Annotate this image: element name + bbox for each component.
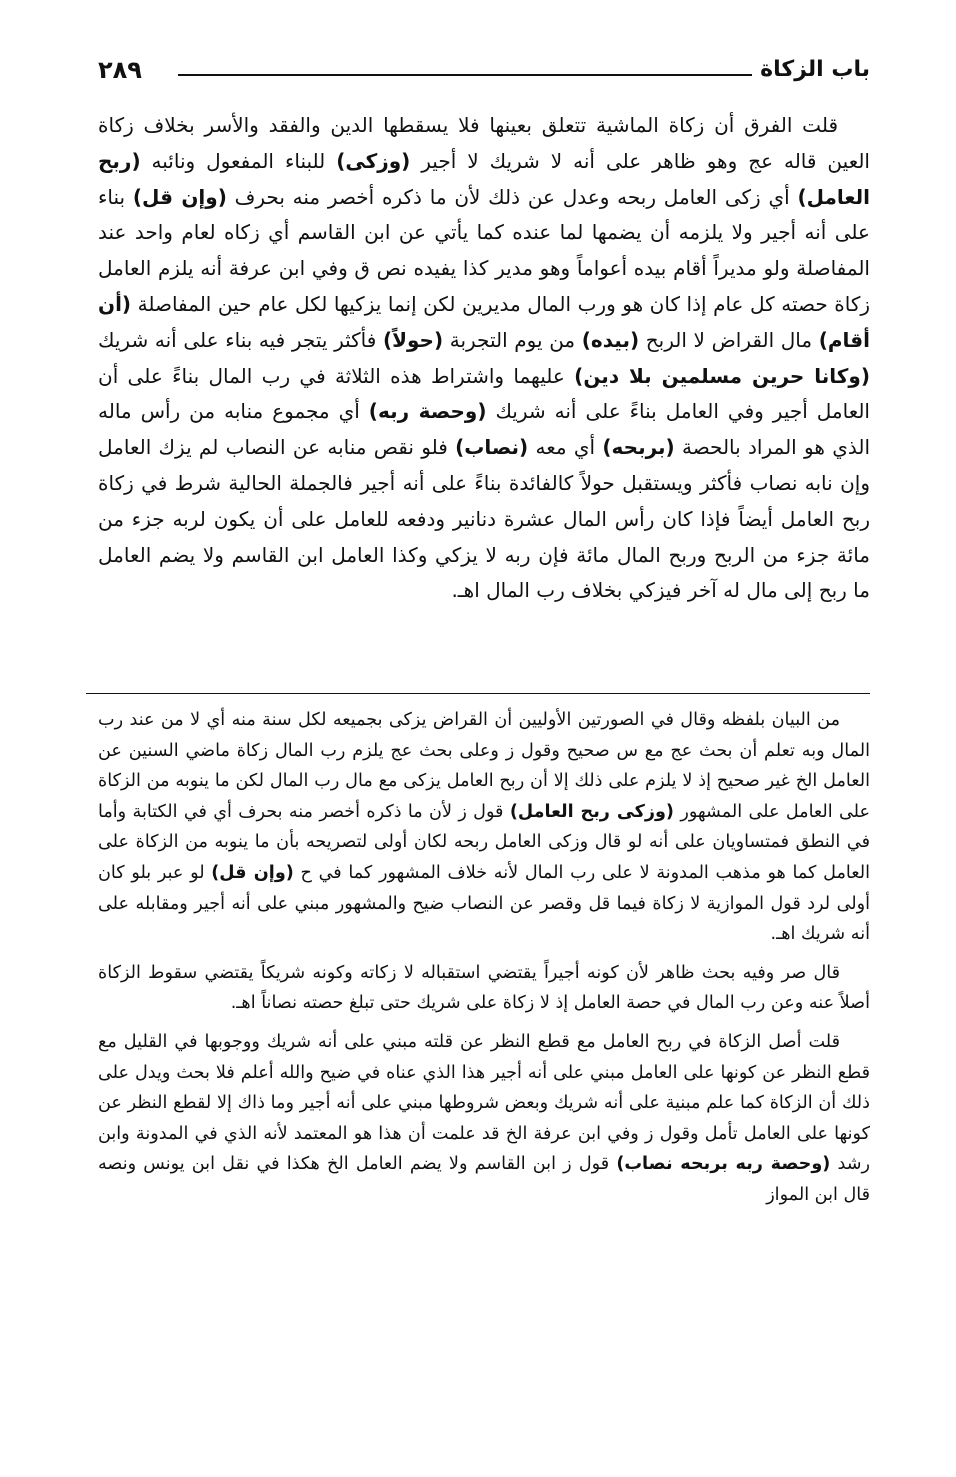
text-run: قلت أصل الزكاة في ربح العامل مع قطع النظر عن قلته مبني على أنه شريك ووجوبها في القليل مع قطع النظر عن كونها على العامل مبني على أنه أجير هذا الذي عناه في ضيح والله أعلم فلا بحث ويدل على ذلك أن الزكاة كما علم مبنية على أنه شريك وبعض شروطها مبني على أنه أجير وما ذاك إلا لقطع النظر عن كونها على العامل تأمل وقول ز وفي ابن عرفة الخ قد علمت أن هذا هو المعتمد لأنه الذي في المدونة وابن رشد xyxy=(98,1031,870,1175)
bold-term: (وإن قل) xyxy=(132,184,227,209)
text-run: للبناء المفعول ونائبه xyxy=(140,148,337,173)
bold-term: (أن أقام) xyxy=(98,291,870,352)
main-text xyxy=(98,108,870,609)
text-run: عليهما واشتراط هذه الثلاثة في رب المال بناءً على أن العامل أجير وفي العامل بناءً على أنه شريك xyxy=(98,363,870,424)
bold-term: (وزكى) xyxy=(336,148,411,173)
text-run: لو عبر بلو كان أولى لرد قول الموازية لا زكاة فيما قل وقصر عن النصاب ضيح والمشهور مبني على أنه أجير ومقابله على أنه شريك اهـ. xyxy=(98,862,870,945)
text-run: من البيان بلفظه وقال في الصورتين الأوليين أن القراض يزكى بجميعه لكل سنة منه أي لا من عند رب المال وبه تعلم أن بحث عج مع س صحيح وقول ز وعلى بحث عج يلزم رب المال زكاة ماضي السنين عن العامل الخ غير صحيح إذ لا يلزم على ذلك إلا أن ربح العامل يزكى مع مال رب المال لكن ما ينوبه من الزكاة على العامل على المشهور xyxy=(98,710,870,822)
text-run: قلت الفرق أن زكاة الماشية تتعلق بعينها فلا يسقطها الدين والفقد والأسر بخلاف زكاة العين قاله عج وهو ظاهر على أنه لا شريك لا أجير xyxy=(98,113,870,173)
text-run: أي مجموع منابه من رأس ماله الذي هو المراد بالحصة xyxy=(98,399,871,460)
text-run: قول ز لأن ما ذكره أخصر منه بحرف أي في الكتابة وأما في النطق فمتساويان على أنه لو قال وزكى العامل ربحه لكان أولى لتصريحه بأن ما ينوبه من الزكاة على العامل كما هو مذهب المدونة لا على رب المال لأنه خلاف المشهور كما في ح xyxy=(98,801,870,883)
text-run: أي معه xyxy=(528,435,603,460)
footnote-paragraph xyxy=(98,1027,870,1211)
bold-term: (وكانا حرين مسلمين بلا دين) xyxy=(574,363,870,388)
main-paragraph xyxy=(98,108,870,609)
footnote-separator xyxy=(86,693,870,694)
text-run: فأكثر يتجر فيه بناء على أنه شريك xyxy=(98,327,383,352)
bold-term: (وإن قل) xyxy=(211,862,294,883)
footnote-paragraph xyxy=(98,705,870,950)
bold-term: (وحصة ربه بربحه نصاب) xyxy=(616,1154,831,1175)
text-run: قول ز ابن القاسم ولا يضم العامل الخ هكذا في نقل ابن يونس ونصه قال ابن المواز xyxy=(98,1154,870,1205)
bold-term: (وزكى ربح العامل) xyxy=(509,801,674,822)
bold-term: (حولاً) xyxy=(382,327,444,352)
bold-term: (نصاب) xyxy=(455,435,529,460)
text-run: فلو نقص منابه عن النصاب لم يزك العامل وإن نابه نصاب فأكثر ويستقبل حولاً كالفائدة بناءً على أنه أجير فالجملة الحالية شرط في زكاة ربح العامل أيضاً فإذا كان رأس المال عشرة دنانير ودفعه للعامل على أن يكون لربه جزء من مائة جزء من الربح وربح المال مائة فإن ربه لا يزكي وكذا العامل ابن القاسم ولا يضم العامل ما ربح إلى مال له آخر فيزكي بخلاف رب المال اهـ. xyxy=(98,435,870,603)
text-run: أي زكى العامل ربحه وعدل عن ذلك لأن ما ذكره أخصر منه بحرف xyxy=(226,184,798,209)
text-run: من يوم التجربة xyxy=(443,327,582,352)
text-run: مال القراض لا الربح xyxy=(639,327,819,352)
page-number: ٢٨٩ xyxy=(98,56,142,84)
bold-term: (بربحه) xyxy=(602,435,675,460)
text-run: بناء على أنه أجير ولا يلزمه أن يضمها لما عنده كما يأتي عن ابن القاسم أي زكاه لعام واحد عند المفاصلة ولو مديراً أقام بيده أعواماً وهو مدير كذا يفيده نص ق وفي ابن عرفة أنه يلزم العامل زكاة حصته كل عام إذا كان هو ورب المال مديرين لكن إنما يزكيها لكل عام حين المفاصلة xyxy=(98,184,870,316)
bold-term: (بيده) xyxy=(581,327,640,352)
bold-term: (وحصة ربه) xyxy=(368,399,487,424)
bold-term: (ربح العامل) xyxy=(98,148,870,209)
footnotes xyxy=(98,705,870,1219)
page-header xyxy=(98,52,870,92)
footnote-paragraph: قال صر وفيه بحث ظاهر لأن كونه أجيراً يقتضي استقباله لا زكاته وكونه شريكاً يقتضي سقوط الزكاة أصلاً عنه وعن رب المال في حصة العامل إذ لا زكاة على شريك حتى تبلغ حصته نصاناً اهـ. xyxy=(98,962,870,1014)
running-title: باب الزكاة xyxy=(760,57,870,82)
header-rule xyxy=(178,74,752,76)
